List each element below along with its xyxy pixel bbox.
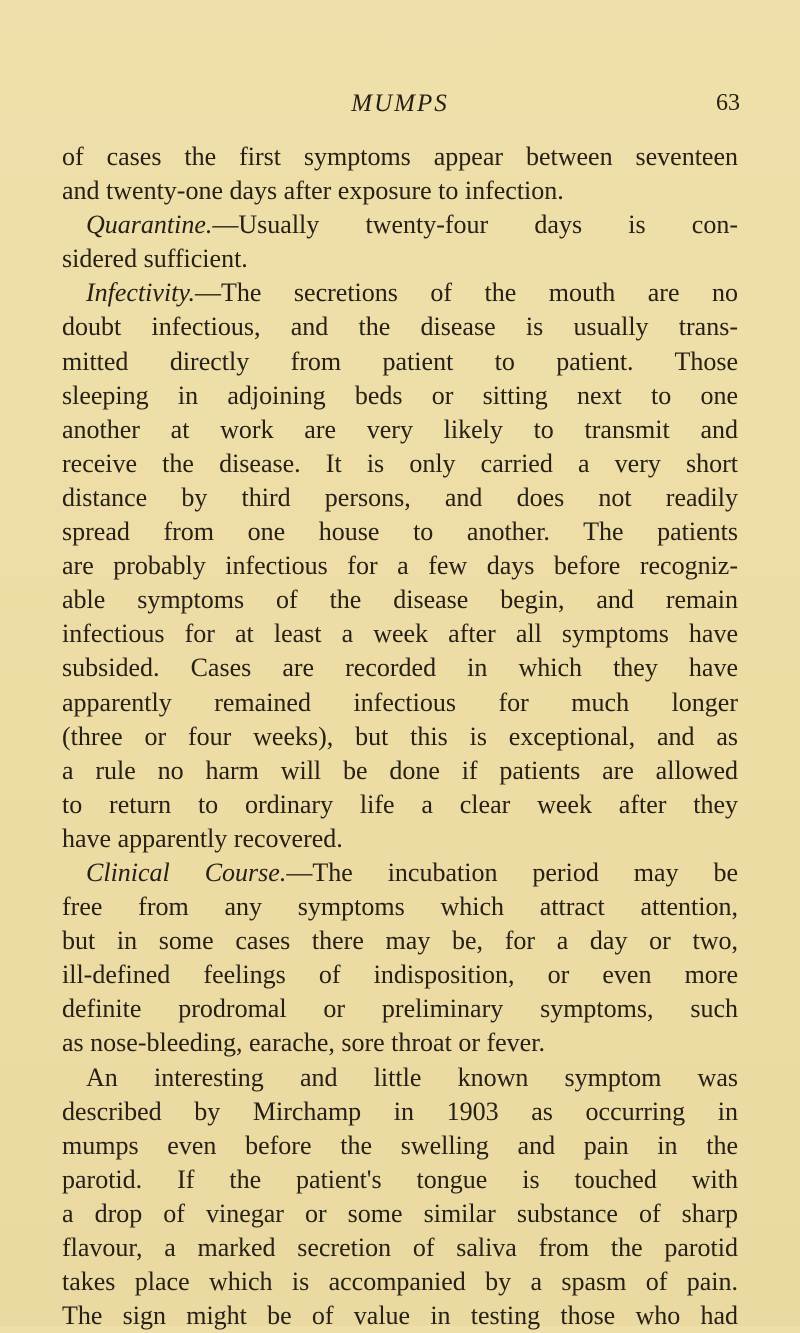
running-title: MUMPS: [351, 90, 449, 117]
text-line: as nose-bleeding, earache, sore throat or fever.: [62, 1028, 545, 1058]
text-line: distance by third persons, and does not readily: [62, 482, 738, 512]
text-line: mumps even before the swelling and pain in the: [62, 1130, 738, 1160]
section-heading: Infectivity.: [86, 278, 196, 308]
text-line: free from any symptoms which attract attention,: [62, 892, 738, 922]
text-line: able symptoms of the disease begin, and remain: [62, 585, 738, 615]
text-line: Infectivity.—The secretions of the mouth are no: [86, 278, 738, 308]
text-line: parotid. If the patient's tongue is touched with: [62, 1164, 738, 1194]
text-line: to return to ordinary life a clear week after they: [62, 789, 738, 819]
text-line: sidered sufficient.: [62, 244, 248, 274]
section-heading: Quarantine.: [86, 210, 213, 240]
text-line: of cases the first symptoms appear between seventeen: [62, 142, 738, 171]
body-text: [62, 140, 738, 1333]
running-head: [60, 90, 740, 124]
text-line: spread from one house to another. The patients: [62, 517, 738, 547]
text-line: a drop of vinegar or some similar substance of sharp: [62, 1198, 738, 1228]
text-line: and twenty-one days after exposure to infection.: [62, 176, 564, 206]
text-line: subsided. Cases are recorded in which they have: [62, 653, 738, 683]
text-line: mitted directly from patient to patient. Those: [62, 346, 738, 376]
text-line: takes place which is accompanied by a spasm of pain.: [62, 1267, 738, 1297]
text-line: Clinical Course.—The incubation period may be: [86, 857, 738, 887]
text-line: have apparently recovered.: [62, 823, 343, 853]
section-heading: Clinical Course.: [86, 857, 287, 887]
text-line: are probably infectious for a few days before recogniz-: [62, 551, 738, 581]
text-line: another at work are very likely to transmit and: [62, 414, 738, 444]
text-line: infectious for at least a week after all symptoms have: [62, 619, 738, 649]
text-line: but in some cases there may be, for a day or two,: [62, 926, 738, 956]
text-line: receive the disease. It is only carried a very short: [62, 448, 738, 478]
text-line: flavour, a marked secretion of saliva from the parotid: [62, 1233, 738, 1262]
text-line: ill-defined feelings of indisposition, or even more: [62, 960, 738, 990]
text-line: (three or four weeks), but this is exceptional, and as: [62, 721, 738, 751]
text-line: a rule no harm will be done if patients are allowed: [62, 755, 738, 785]
text-line: definite prodromal or preliminary symptoms, such: [62, 994, 738, 1024]
text-line: doubt infectious, and the disease is usually trans-: [62, 312, 738, 342]
text-line: The sign might be of value in testing those who had: [62, 1301, 738, 1331]
text-line: Quarantine.—Usually twenty-four days is con-: [86, 210, 738, 240]
text-line: described by Mirchamp in 1903 as occurring in: [62, 1096, 738, 1126]
text-line: apparently remained infectious for much longer: [62, 687, 738, 717]
page-number: 63: [716, 90, 740, 116]
text-line: sleeping in adjoining beds or sitting next to one: [62, 380, 738, 410]
text-line: An interesting and little known symptom was: [86, 1062, 738, 1092]
